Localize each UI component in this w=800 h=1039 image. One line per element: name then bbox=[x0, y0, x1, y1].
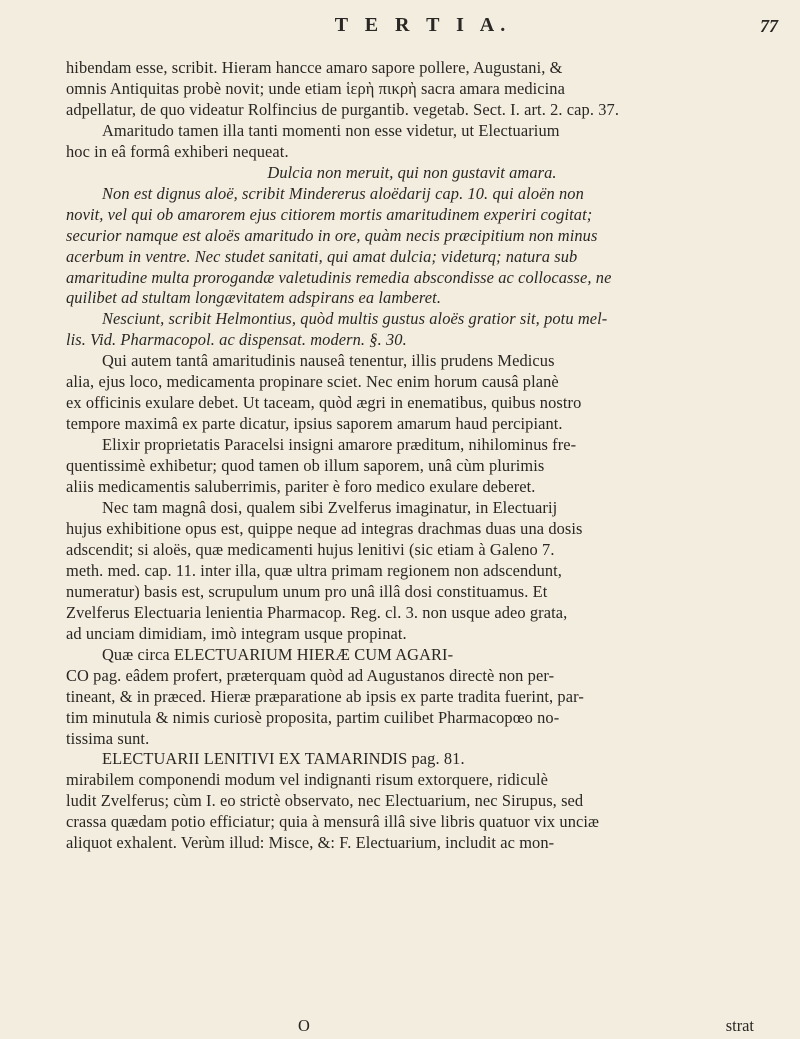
text-line: tineant, & in præced. Hieræ præparatione ab ipsis ex parte tradita fuerint, par- bbox=[66, 686, 584, 706]
section-heading: ELECTUARII LENITIVI EX TAMARINDIS pag. 81. bbox=[102, 749, 465, 769]
text-line: aliis medicamentis saluberrimis, pariter è foro medico exulare deberet. bbox=[66, 477, 536, 497]
quote-line: quilibet ad stultam longævitatem adspirans ea lamberet. bbox=[66, 288, 442, 308]
text-line: Amaritudo tamen illa tanti momenti non esse videtur, ut Electuarium bbox=[102, 120, 560, 140]
running-title: T E R T I A. bbox=[334, 14, 512, 36]
text-line: hoc in eâ formâ exhiberi nequeat. bbox=[66, 141, 289, 161]
text-line: ad unciam dimidiam, imò integram usque propinat. bbox=[66, 623, 407, 643]
text-line: tissima sunt. bbox=[66, 728, 150, 748]
page-number: 77 bbox=[760, 16, 778, 36]
text-line: hibendam esse, scribit. Hieram hancce amaro sapore pollere, Augustani, & bbox=[66, 58, 563, 77]
quote-line: Non est dignus aloë, scribit Mindererus aloëdarij cap. 10. qui aloën non bbox=[102, 183, 584, 203]
quote-line: Nesciunt, scribit Helmontius, quòd multis gustus aloës gratior sit, potu mel- bbox=[102, 309, 608, 329]
text-line: meth. med. cap. 11. inter illa, quæ ultra primam regionem non adscendunt, bbox=[66, 560, 563, 580]
text-line: quentissimè exhibetur; quod tamen ob illum saporem, unâ cùm plurimis bbox=[66, 456, 545, 476]
text-line: Elixir proprietatis Paracelsi insigni amarore præditum, nihilominus fre- bbox=[102, 435, 577, 455]
text-line: ludit Zvelferus; cùm I. eo strictè observato, nec Electuarium, nec Sirupus, sed bbox=[66, 791, 584, 811]
catchword: strat bbox=[725, 1016, 754, 1035]
text-line: CO pag. eâdem profert, præterquam quòd ad Augustanos directè non per- bbox=[66, 665, 555, 685]
text-line: Zvelferus Electuaria lenientia Pharmacop. Reg. cl. 3. non usque adeo grata, bbox=[66, 602, 568, 622]
text-line: alia, ejus loco, medicamenta propinare sciet. Nec enim horum causâ planè bbox=[66, 372, 559, 392]
page-header bbox=[68, 14, 778, 44]
page-footer bbox=[66, 1016, 758, 1038]
text-line: mirabilem componendi modum vel indignanti risum extorquere, ridiculè bbox=[66, 770, 549, 790]
text-line: omnis Antiquitas probè novit; unde etiam ἱερὴ πικρὴ sacra amara medicina bbox=[66, 78, 565, 98]
body-text bbox=[66, 58, 758, 854]
quote-line: amaritudine multa prorogandæ valetudinis remedia abscondisse ac collocasse, ne bbox=[66, 267, 612, 287]
text-line: crassa quædam potio efficiatur; quia à mensurâ illâ sive libris quatuor vix unciæ bbox=[66, 812, 600, 832]
text-line: aliquot exhalent. Verùm illud: Misce, &: F. Electuarium, includit ac mon- bbox=[66, 833, 555, 853]
text-line: ex officinis exulare debet. Ut taceam, quòd ægri in enematibus, quibus nostro bbox=[66, 393, 582, 413]
text-line: Nec tam magnâ dosi, qualem sibi Zvelferus imaginatur, in Electuarij bbox=[102, 498, 558, 518]
quote-line: Dulcia non meruit, qui non gustavit amara. bbox=[267, 162, 557, 182]
quote-line: securior namque est aloës amaritudo in ore, quàm necis præcipitium non minus bbox=[66, 225, 598, 245]
text-line: numeratur) basis est, scrupulum unum pro unâ illâ dosi constituamus. Et bbox=[66, 581, 548, 601]
text-line: tim minutula & nimis curiosè proposita, partim cuilibet Pharmacopœo no- bbox=[66, 707, 560, 727]
text-line: adscendit; si aloës, quæ medicamenti hujus lenitivi (sic etiam à Galeno 7. bbox=[66, 539, 555, 559]
text-line: Qui autem tantâ amaritudinis nauseâ tenentur, illis prudens Medicus bbox=[102, 351, 555, 371]
quote-line: acerbum in ventre. Nec studet sanitati, qui amat dulcia; videturq; natura sub bbox=[66, 246, 578, 266]
quote-line: lis. Vid. Pharmacopol. ac dispensat. modern. §. 30. bbox=[66, 330, 407, 350]
text-line: Quæ circa ELECTUARIUM HIERÆ CUM AGARI- bbox=[102, 644, 454, 664]
text-line: tempore maximâ ex parte dicatur, ipsius saporem amarum haud percipiant. bbox=[66, 414, 563, 434]
text-line: hujus exhibitione opus est, quippe neque ad integras drachmas duas una dosis bbox=[66, 518, 583, 538]
text-line: adpellatur, de quo videatur Rolfincius de purgantib. vegetab. Sect. I. art. 2. cap. 37. bbox=[66, 99, 620, 119]
signature-mark: O bbox=[298, 1016, 310, 1035]
quote-line: novit, vel qui ob amarorem ejus citiorem mortis amaritudinem experiri cogitat; bbox=[66, 204, 593, 224]
